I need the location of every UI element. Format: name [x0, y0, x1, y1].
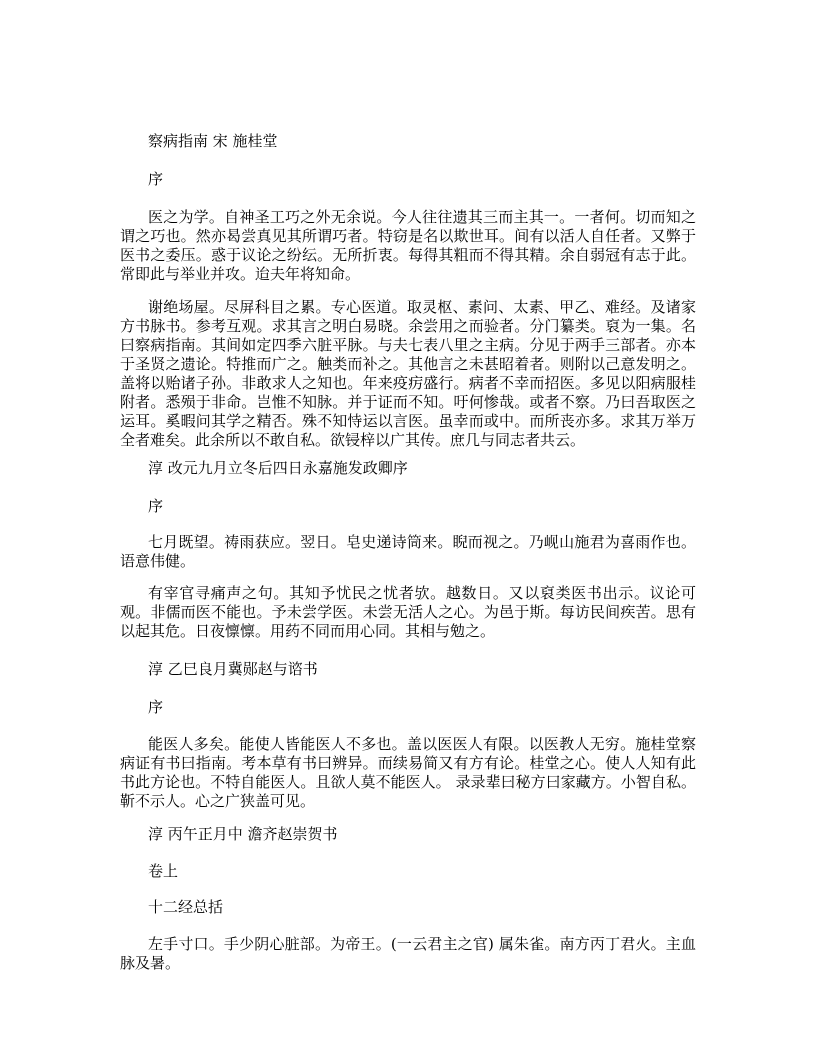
preface-heading: 序 [148, 698, 164, 716]
preface-paragraph: 医之为学。自神圣工巧之外无余说。今人往往遗其三而主其一。一者何。切而知之谓之巧也。然亦曷尝真见其所谓巧者。特窃是名以欺世耳。间有以活人自任者。又弊于医书之委压。惑于议论之纷纭。无所折衷。每得其粗而不得其精。余自弱冠有志于此。常即此与举业并攻。迨夫年将知命。 [120, 208, 696, 283]
volume-heading: 卷上 [148, 862, 179, 880]
book-title-line: 察病指南 宋 施桂堂 [148, 132, 278, 150]
preface-heading: 序 [148, 497, 164, 515]
preface-paragraph: 有宰官寻痛声之句。其知予忧民之忧者欤。越数日。又以裒类医书出示。议论可观。非儒而医不能也。予未尝学医。未尝无活人之心。为邑于斯。每访民间疾苦。思有以起其危。日夜懔懔。用药不同而用心同。其相与勉之。 [120, 584, 696, 640]
preface-paragraph: 谢绝场屋。尽屏科目之累。专心医道。取灵枢、素问、太素、甲乙、难经。及诸家方书脉书。参考互观。求其言之明白易晓。余尝用之而验者。分门纂类。裒为一集。名曰察病指南。其间如定四季六脏平脉。与夫七表八里之主病。分见于两手三部者。亦本于圣贤之遗论。特推而广之。触类而补之。其他言之未甚昭着者。则附以己意发明之。盖将以贻诸子孙。非敢求人之知也。年来疫疠盛行。病者不幸而招医。多见以阳病服桂附者。悉殒于非命。岂惟不知脉。并于证而不知。吁何惨哉。或者不察。乃曰吾取医之运耳。奚暇问其学之精否。殊不知恃运以言医。虽幸而或中。而所丧亦多。求其万举万全者难矣。此余所以不敢自私。欲锓梓以广其传。庶几与同志者共云。 [120, 298, 696, 449]
preface-paragraph: 能医人多矣。能使人皆能医人不多也。盖以医医人有限。以医教人无穷。施桂堂察病证有书曰指南。考本草有书曰辨异。而续易简又有方有论。桂堂之心。使人人知有此书此方论也。不特自能医人。且欲人莫不能医人。 录录辈曰秘方曰家藏方。小智自私。靳不示人。心之广狭盖可见。 [120, 735, 696, 810]
preface-signature: 淳 乙巳良月冀郧赵与谘书 [148, 660, 318, 678]
section-paragraph: 左手寸口。手少阴心脏部。为帝王。(一云君主之官) 属朱雀。南方丙丁君火。主血脉及暑。 [120, 935, 696, 972]
section-heading: 十二经总括 [148, 898, 224, 916]
preface-heading: 序 [148, 170, 164, 188]
preface-signature: 淳 改元九月立冬后四日永嘉施发政卿序 [148, 459, 408, 477]
preface-signature: 淳 丙午正月中 澹齐赵崇贺书 [148, 825, 338, 843]
preface-paragraph: 七月既望。祷雨获应。翌日。皂史递诗筒来。睨而视之。乃岘山施君为喜雨作也。语意伟健。 [120, 533, 696, 570]
